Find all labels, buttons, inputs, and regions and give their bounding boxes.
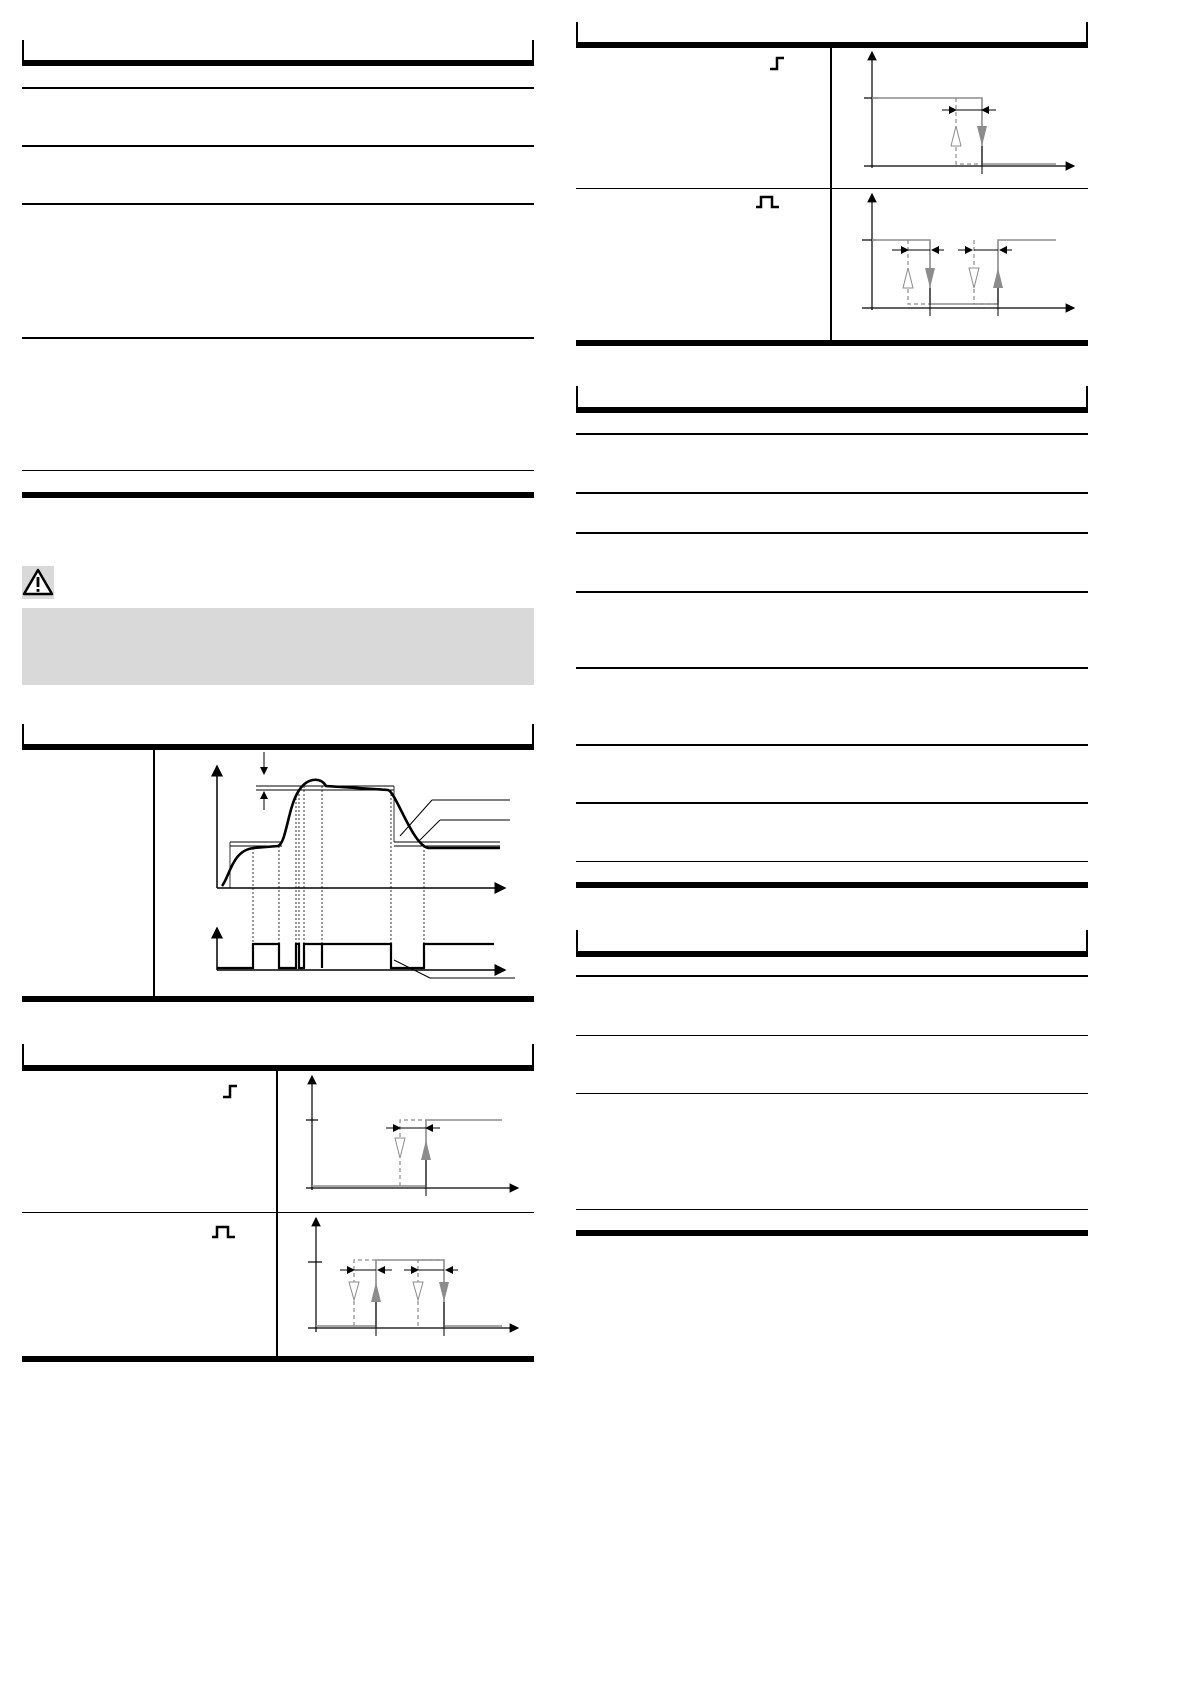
table-corner-left	[22, 724, 24, 746]
table-row-divider	[22, 1212, 534, 1213]
table-row-divider	[576, 802, 1088, 804]
table-footer-rule	[576, 882, 1088, 888]
table-corner-right	[1086, 930, 1088, 952]
table-row-divider	[576, 433, 1088, 435]
table-footer-rule	[22, 1356, 534, 1362]
table-row-divider	[576, 1093, 1088, 1094]
table-row-divider	[22, 470, 534, 471]
table-footer-rule	[576, 1230, 1088, 1236]
table-row-divider	[22, 87, 534, 89]
window-switch-icon	[210, 1224, 238, 1240]
window-switch-icon	[754, 194, 782, 210]
table-footer-rule	[576, 340, 1088, 346]
table-row-divider	[576, 492, 1088, 494]
table-corner-left	[576, 930, 578, 952]
table-row-divider	[22, 203, 534, 205]
table-row-divider	[22, 145, 534, 147]
table-column-divider	[153, 750, 155, 996]
warning-triangle-icon	[22, 566, 54, 599]
table-header-rule	[576, 407, 1088, 413]
table-corner-left	[576, 386, 578, 408]
table-row-divider	[576, 188, 1088, 189]
table-row-divider	[576, 975, 1088, 977]
table-row-divider	[576, 1209, 1088, 1210]
threshold-comparator-diagram	[296, 1074, 526, 1204]
table-row-divider	[576, 744, 1088, 746]
table-header-rule	[22, 1065, 534, 1071]
threshold-switch-icon	[221, 1083, 241, 1099]
inverse-threshold-diagram	[852, 50, 1082, 180]
table-row-divider	[576, 861, 1088, 862]
warning-icon-box	[22, 566, 54, 599]
table-column-divider	[830, 48, 832, 340]
table-corner-left	[576, 22, 578, 44]
table-corner-right	[1086, 386, 1088, 408]
table-footer-rule	[22, 996, 534, 1002]
table-row-divider	[576, 1035, 1088, 1036]
inverse-window-diagram	[852, 192, 1082, 322]
table-header-rule	[576, 42, 1088, 48]
table-corner-right	[532, 40, 534, 60]
table-row-divider	[576, 532, 1088, 534]
table-footer-rule	[22, 492, 534, 498]
table-column-divider	[276, 1071, 278, 1356]
table-corner-right	[532, 1044, 534, 1066]
table-row-divider	[576, 667, 1088, 669]
table-corner-left	[22, 40, 24, 60]
table-corner-right	[1086, 22, 1088, 44]
table-corner-left	[22, 1044, 24, 1066]
table-corner-right	[532, 724, 534, 746]
hysteresis-diagram	[160, 748, 520, 988]
window-comparator-diagram	[296, 1216, 526, 1346]
warning-panel	[22, 608, 534, 685]
table-header-rule	[22, 60, 534, 66]
threshold-switch-icon	[768, 55, 788, 71]
table-row-divider	[576, 591, 1088, 593]
table-row-divider	[22, 337, 534, 339]
table-header-rule	[576, 951, 1088, 957]
